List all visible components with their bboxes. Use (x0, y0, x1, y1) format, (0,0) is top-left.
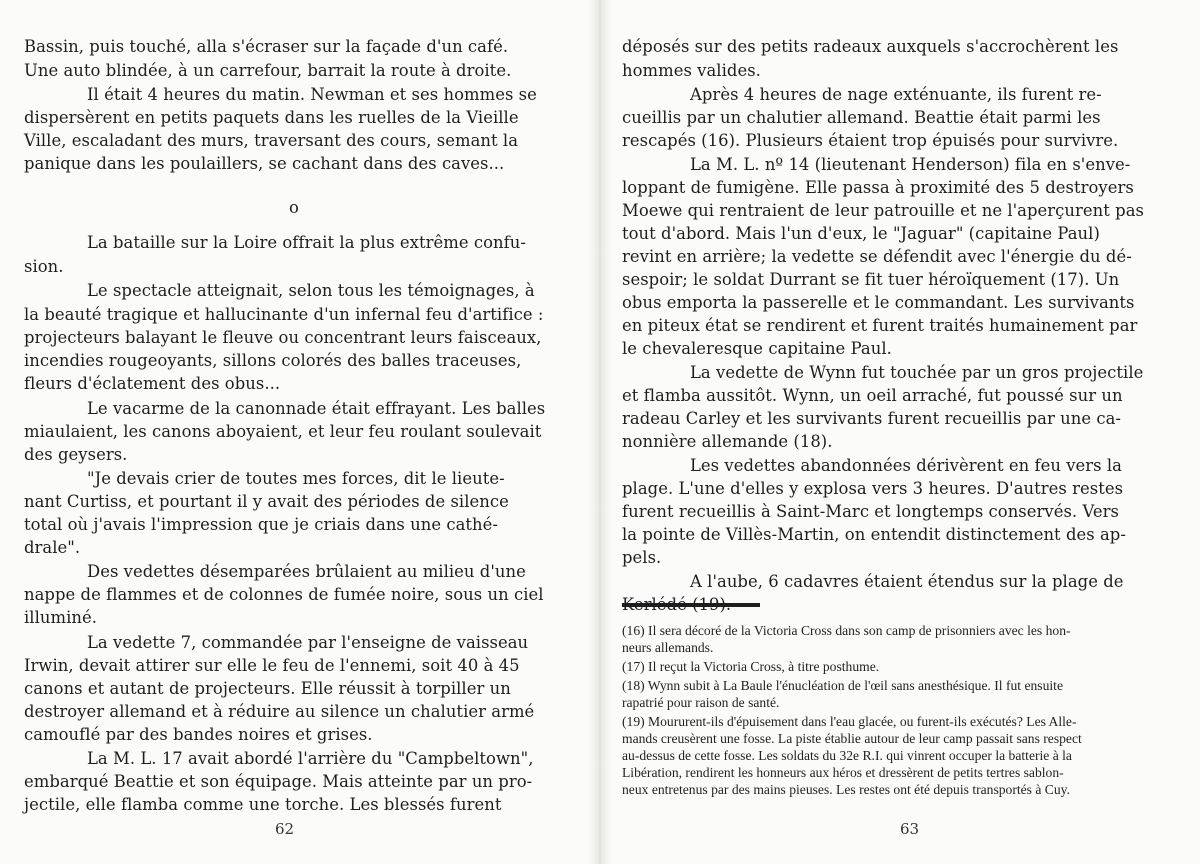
text-line: Ville, escaladant des murs, traversant des cours, semant la (24, 131, 519, 150)
text-line: fleurs d'éclatement des obus... (24, 374, 281, 393)
text-line: La M. L. 17 avait abordé l'arrière du "Campbeltown", (87, 749, 534, 768)
footnote-line: rapatrié pour raison de santé. (622, 695, 780, 710)
text-line: Irwin, devait attirer sur elle le feu de l'ennemi, soit 40 à 45 (24, 656, 520, 675)
text-line: obus emporta la passerelle et le commandant. Les survivants (622, 293, 1135, 312)
footnote-line: (16) Il sera décoré de la Victoria Cross dans son camp de prisonniers avec les hon- (622, 623, 1071, 638)
left-page (0, 0, 590, 864)
text-line: des geysers. (24, 445, 128, 464)
text-line: destroyer allemand et à réduire au silence un chalutier armé (24, 702, 535, 721)
text-line: plage. L'une d'elles y explosa vers 3 heures. D'autres restes (622, 479, 1124, 498)
text-line: cueillis par un chalutier allemand. Beattie était parmi les (622, 108, 1101, 127)
text-line: Moewe qui rentraient de leur patrouille et ne l'aperçurent pas (622, 201, 1144, 220)
text-line: illuminé. (24, 608, 97, 627)
text-line: tout d'abord. Mais l'un d'eux, le "Jaguar" (capitaine Paul) (622, 224, 1100, 243)
text-line: sespoir; le soldat Durrant se fit tuer héroïquement (17). Un (622, 270, 1120, 289)
text-line: Des vedettes désemparées brûlaient au milieu d'une (87, 562, 526, 581)
text-line: furent recueillis à Saint-Marc et longtemps conservés. Vers (622, 502, 1119, 521)
text-line: nonnière allemande (18). (622, 432, 833, 451)
text-line: hommes valides. (622, 61, 761, 80)
footnote-line: (18) Wynn subit à La Baule l'énucléation de l'œil sans anesthésique. Il fut ensuite (622, 678, 1063, 693)
text-line: total où j'avais l'impression que je criais dans une cathé- (24, 515, 499, 534)
text-line: nappe de flammes et de colonnes de fumée noire, sous un ciel (24, 585, 544, 604)
text-line: le chevaleresque capitaine Paul. (622, 339, 892, 358)
text-line: dispersèrent en petits paquets dans les ruelles de la Vieille (24, 108, 519, 127)
page-number: 63 (900, 820, 920, 838)
text-line: en piteux état se rendirent et furent traités humainement par (622, 316, 1138, 335)
text-line: canons et autant de projecteurs. Elle réussit à torpiller un (24, 679, 511, 698)
text-line: revint en arrière; la vedette se défendit avec l'énergie du dé- (622, 247, 1132, 266)
footnote-line: mands creusèrent une fosse. La piste établie autour de leur camp passait sans respect (622, 731, 1082, 746)
book-gutter (588, 0, 612, 864)
text-line: Une auto blindée, à un carrefour, barrait la route à droite. (24, 61, 512, 80)
text-line: miaulaient, les canons aboyaient, et leur feu roulant soulevait (24, 422, 542, 441)
text-line: nant Curtiss, et pourtant il y avait des périodes de silence (24, 492, 509, 511)
text-line: La vedette de Wynn fut touchée par un gros projectile (690, 363, 1144, 382)
text-line: et flamba aussitôt. Wynn, un oeil arraché, fut poussé sur un (622, 386, 1123, 405)
footnote-line: neurs allemands. (622, 640, 714, 655)
footnote-line: neux entretenus par des mains pieuses. Les restes ont été depuis transportés à Cuy. (622, 782, 1070, 797)
footnote-rule (622, 603, 760, 607)
text-line: incendies rougeoyants, sillons colorés des balles traceuses, (24, 351, 522, 370)
text-line: La vedette 7, commandée par l'enseigne de vaisseau (87, 633, 529, 652)
text-line: La bataille sur la Loire offrait la plus extrême confu- (87, 233, 526, 252)
text-line: projecteurs balayant le fleuve ou concentrant leurs faisceaux, (24, 328, 542, 347)
text-line: Le vacarme de la canonnade était effrayant. Les balles (87, 399, 546, 418)
footnote-line: Libération, rendirent les honneurs aux héros et dressèrent de petits tertres sablon- (622, 765, 1064, 780)
text-line: Bassin, puis touché, alla s'écraser sur la façade d'un café. (24, 37, 509, 56)
text-line: Il était 4 heures du matin. Newman et ses hommes se (87, 85, 537, 104)
footnote-line: (17) Il reçut la Victoria Cross, à titre posthume. (622, 659, 880, 674)
text-line: la beauté tragique et hallucinante d'un infernal feu d'artifice : (24, 305, 544, 324)
section-break: o (289, 198, 299, 217)
text-line: loppant de fumigène. Elle passa à proximité des 5 destroyers (622, 178, 1134, 197)
text-line: panique dans les poulaillers, se cachant dans des caves... (24, 154, 505, 173)
text-line: camouflé par des bandes noires et grises. (24, 725, 373, 744)
right-page (610, 0, 1200, 864)
text-line: A l'aube, 6 cadavres étaient étendus sur la plage de (690, 572, 1124, 591)
text-line: radeau Carley et les survivants furent recueillis par une ca- (622, 409, 1122, 428)
text-line: la pointe de Villès-Martin, on entendit distinctement des ap- (622, 525, 1126, 544)
text-line: "Je devais crier de toutes mes forces, dit le lieute- (87, 469, 505, 488)
text-line: Le spectacle atteignait, selon tous les témoignages, à (87, 281, 535, 300)
footnote-line: (19) Moururent-ils d'épuisement dans l'eau glacée, ou furent-ils exécutés? Les Alle- (622, 714, 1077, 729)
text-line: embarqué Beattie et son équipage. Mais atteinte par un pro- (24, 772, 533, 791)
text-line: déposés sur des petits radeaux auxquels s'accrochèrent les (622, 37, 1119, 56)
footnote-line: au-dessus de cette fosse. Les soldats du 32e R.I. qui vinrent occuper la batterie à la (622, 748, 1072, 763)
text-line: Après 4 heures de nage exténuante, ils furent re- (690, 85, 1102, 104)
text-line: sion. (24, 257, 64, 276)
text-line: pels. (622, 548, 662, 567)
text-line: jectile, elle flamba comme une torche. Les blessés furent (24, 795, 502, 814)
text-line: drale". (24, 538, 81, 557)
page-number: 62 (275, 820, 295, 838)
text-line: La M. L. nº 14 (lieutenant Henderson) fila en s'enve- (690, 155, 1131, 174)
text-line: rescapés (16). Plusieurs étaient trop épuisés pour survivre. (622, 131, 1119, 150)
text-line: Les vedettes abandonnées dérivèrent en feu vers la (690, 456, 1122, 475)
